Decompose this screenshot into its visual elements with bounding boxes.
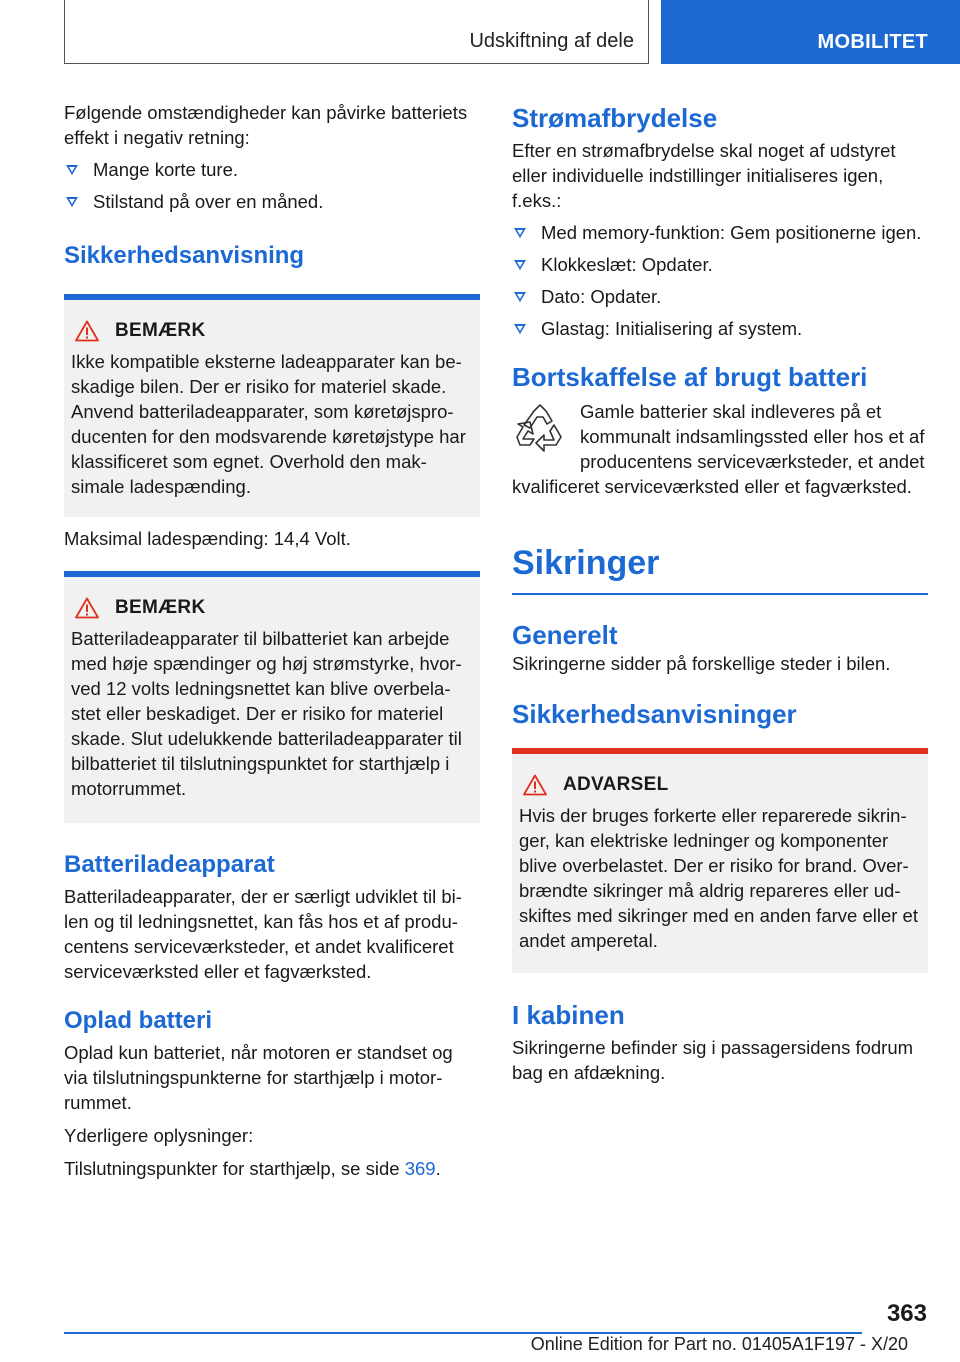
max-voltage-text: Maksimal ladespænding: 14,4 Volt. [64,528,351,549]
charge-text: Oplad kun batteriet, når motoren er standset og via tilslutningspunkterne for starthjælp i motorrummet. [64,1042,453,1113]
general-heading: Generelt [512,620,618,650]
warning-text: Hvis der bruges forkerte eller reparerede sikringer, kan elektriske ledninger og komponenter blive overbelastet. Der er risiko for brand. Overbrændte sikringer må aldrig repareres eller udskiftes med sikringer med en anden farve eller et andet amperetal. [519,805,918,951]
safety-heading: Sikkerhedsanvisning [64,242,305,269]
power-heading: Strømafbrydelse [512,103,718,133]
left-column [64,100,480,1181]
section-title: Udskiftning af dele [469,30,634,52]
warning-triangle-icon [75,320,99,342]
warning-box [512,748,928,973]
disposal-heading: Bortskaffelse af brugt batteri [512,362,868,392]
triangle-bullet-icon [514,260,526,270]
list-item: Mange korte ture. [64,157,480,182]
power-list [512,220,928,341]
fuse-safety-heading: Sikkerhedsanvisninger [512,699,797,729]
list-item: Dato: Opdater. [512,284,928,309]
footer-edition: Online Edition for Part no. 01405A1F197 - X/20 [530,1334,908,1354]
cabin-text: Sikringerne befinder sig i passagersidens fodrum bag en afdækning. [512,1037,914,1083]
notice-label: BEMÆRK [115,597,206,618]
warning-label: ADVARSEL [563,774,669,795]
warning-bar [512,748,928,754]
notice-text: Batteriladeapparater til bilbatteriet kan arbejde med høje spændinger og høj strømstyrke, hvorved 12 volts ledningsnettet kan blive overbelastet eller beskadiget. Der er risiko for materiel skade. Slut udelukkende batteriladeapparater til bilbatteriet til tilslutningspunktet for starthjælp i motorrummet. [71,628,462,799]
charge-heading: Oplad batteri [64,1007,213,1034]
list-item: Glastag: Initialisering af system. [512,316,928,341]
triangle-bullet-icon [514,228,526,238]
notice-text: Ikke kompatible eksterne ladeapparater kan beskadige bilen. Der er risiko for materiel skade. Anvend batteriladeapparater, som køretøjsproducenten for den modsvarende køretøjstype har klassificeret som egnet. Overhold den maksimale ladespænding. [71,351,466,497]
notice-box-1 [64,294,480,517]
triangle-bullet-icon [66,165,78,175]
notice-bar [64,294,480,300]
heading-rule [512,593,928,595]
general-text: Sikringerne sidder på forskellige steder i bilen. [512,653,891,674]
intro-paragraph: Følgende omstændigheder kan påvirke batteriets effekt i negativ retning: [64,102,468,148]
list-item: Med memory-funktion: Gem positionerne igen. [512,220,928,245]
triangle-bullet-icon [66,197,78,207]
triangle-bullet-icon [514,324,526,334]
fuses-heading: Sikringer [512,544,660,582]
notice-bar [64,571,480,577]
notice-box-2 [64,571,480,823]
warning-triangle-icon [75,597,99,619]
intro-list [64,157,480,214]
power-text: Efter en strømafbrydelse skal noget af udstyret eller individuelle indstillinger initialiseres igen, f.eks.: [512,140,896,211]
disposal-block [512,399,928,499]
triangle-bullet-icon [514,292,526,302]
header-chapter-tab [661,0,960,64]
list-item: Klokkeslæt: Opdater. [512,252,928,277]
notice-label: BEMÆRK [115,320,206,341]
jump-start-reference: Tilslutningspunkter for starthjælp, se side 369. [64,1158,441,1179]
cabin-heading: I kabinen [512,1000,625,1030]
header-section-tab [64,0,649,64]
chapter-title: MOBILITET [817,31,928,53]
right-column [512,100,928,1085]
page-link[interactable]: 369 [404,1158,436,1179]
more-info-text: Yderligere oplysninger: [64,1125,254,1146]
warning-triangle-icon [523,774,547,796]
recycle-icon [514,401,566,453]
charger-text: Batteriladeapparater, der er særligt udviklet til bilen og til ledningsnettet, kan fås hos et af producentens serviceværksteder, et andet kvalificeret serviceværksted eller et fagværksted. [64,886,462,982]
page-number: 363 [886,1300,927,1327]
disposal-text: Gamle batterier skal indleveres på et kommunalt indsamlingssted eller hos et af producentens serviceværksteder, et andet kvalificeret serviceværksted eller et fagværksted. [512,401,925,497]
charger-heading: Batteriladeapparat [64,851,275,878]
list-item: Stilstand på over en måned. [64,189,480,214]
